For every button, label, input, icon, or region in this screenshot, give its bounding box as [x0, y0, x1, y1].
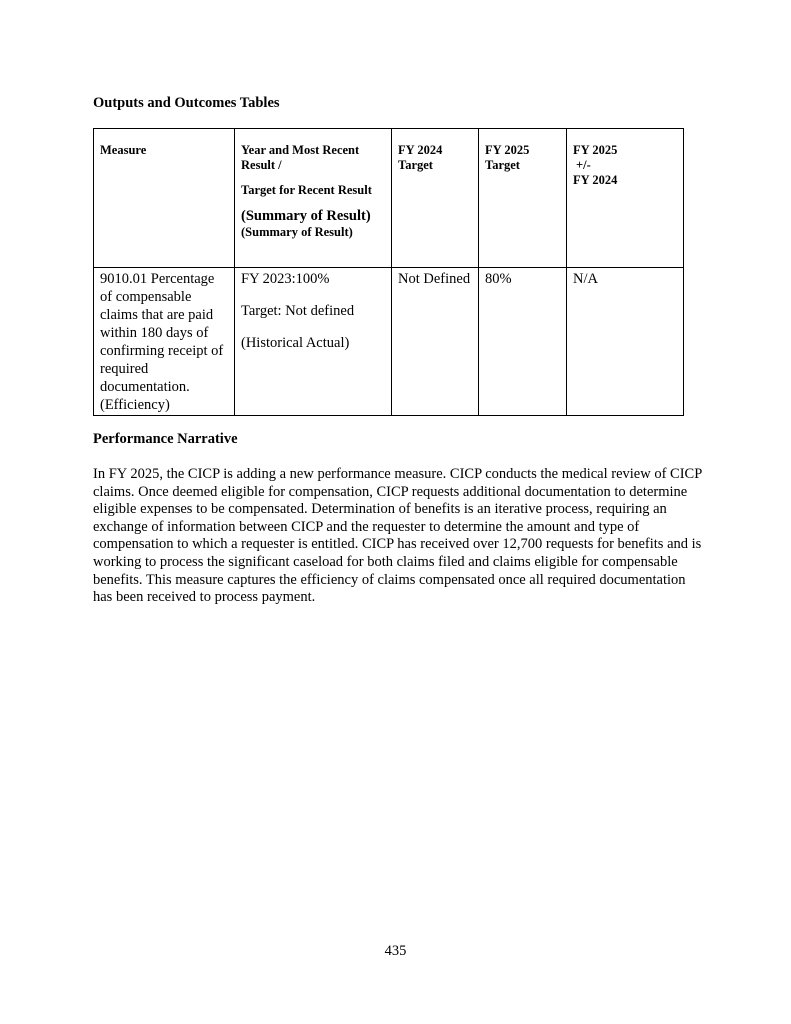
header-year-recent-line1: Year and Most Recent Result / — [241, 143, 360, 172]
header-summary-small: (Summary of Result) — [241, 225, 353, 239]
header-year-recent-result — [235, 129, 392, 268]
header-measure — [94, 129, 235, 268]
cell-difference — [567, 268, 684, 416]
fy2024-target-value: Not Defined — [398, 271, 471, 287]
fy2025-target-value: 80% — [485, 271, 512, 287]
cell-result — [235, 268, 392, 416]
result-historical: (Historical Actual) — [241, 335, 350, 351]
header-fy2024-target — [392, 129, 479, 268]
difference-value: N/A — [573, 271, 598, 287]
cell-measure — [94, 268, 235, 416]
header-diff-line2: +/- — [576, 158, 591, 172]
cell-fy2024-target — [392, 268, 479, 416]
outputs-heading: Outputs and Outcomes Tables — [93, 95, 280, 111]
header-measure-label: Measure — [100, 143, 147, 157]
outputs-table — [93, 128, 684, 416]
header-fy2024-line2: Target — [398, 158, 433, 172]
narrative-paragraph: In FY 2025, the CICP is adding a new performance measure. CICP conducts the medical review of CICP claims. Once deemed eligible for compensation, CICP requests additional documentation to determine eligible expenses to be compensated. Determination of benefits is an iterative process, requiring an exchange of information between CICP and the requester to determine the amount and type of compensation to which a requester is entitled. CICP has received over 12,700 requests for benefits and is working to process the significant caseload for both claims filed and claims eligible for compensable benefits. This measure captures the efficiency of claims compensated once all required documentation has been received to process payment. — [93, 466, 702, 606]
header-diff-line1: FY 2025 — [573, 143, 618, 157]
cell-fy2025-target — [479, 268, 567, 416]
header-fy2025-line2: Target — [485, 158, 520, 172]
header-summary-large: (Summary of Result) — [241, 208, 371, 224]
table-header-row — [94, 129, 684, 268]
header-year-recent-line2: Target for Recent Result — [241, 183, 372, 197]
header-fy2024-line1: FY 2024 — [398, 143, 443, 157]
measure-description: 9010.01 Percentage of compensable claims that are paid within 180 days of confirming receipt of required documentation. (Efficiency) — [100, 271, 224, 413]
page-number: 435 — [384, 943, 407, 959]
table-row — [94, 268, 684, 416]
result-target: Target: Not defined — [241, 303, 355, 319]
result-value: FY 2023:100% — [241, 271, 330, 287]
narrative-heading: Performance Narrative — [93, 431, 238, 447]
header-fy2025-target — [479, 129, 567, 268]
header-difference — [567, 129, 684, 268]
header-diff-line3: FY 2024 — [573, 173, 618, 187]
header-fy2025-line1: FY 2025 — [485, 143, 530, 157]
